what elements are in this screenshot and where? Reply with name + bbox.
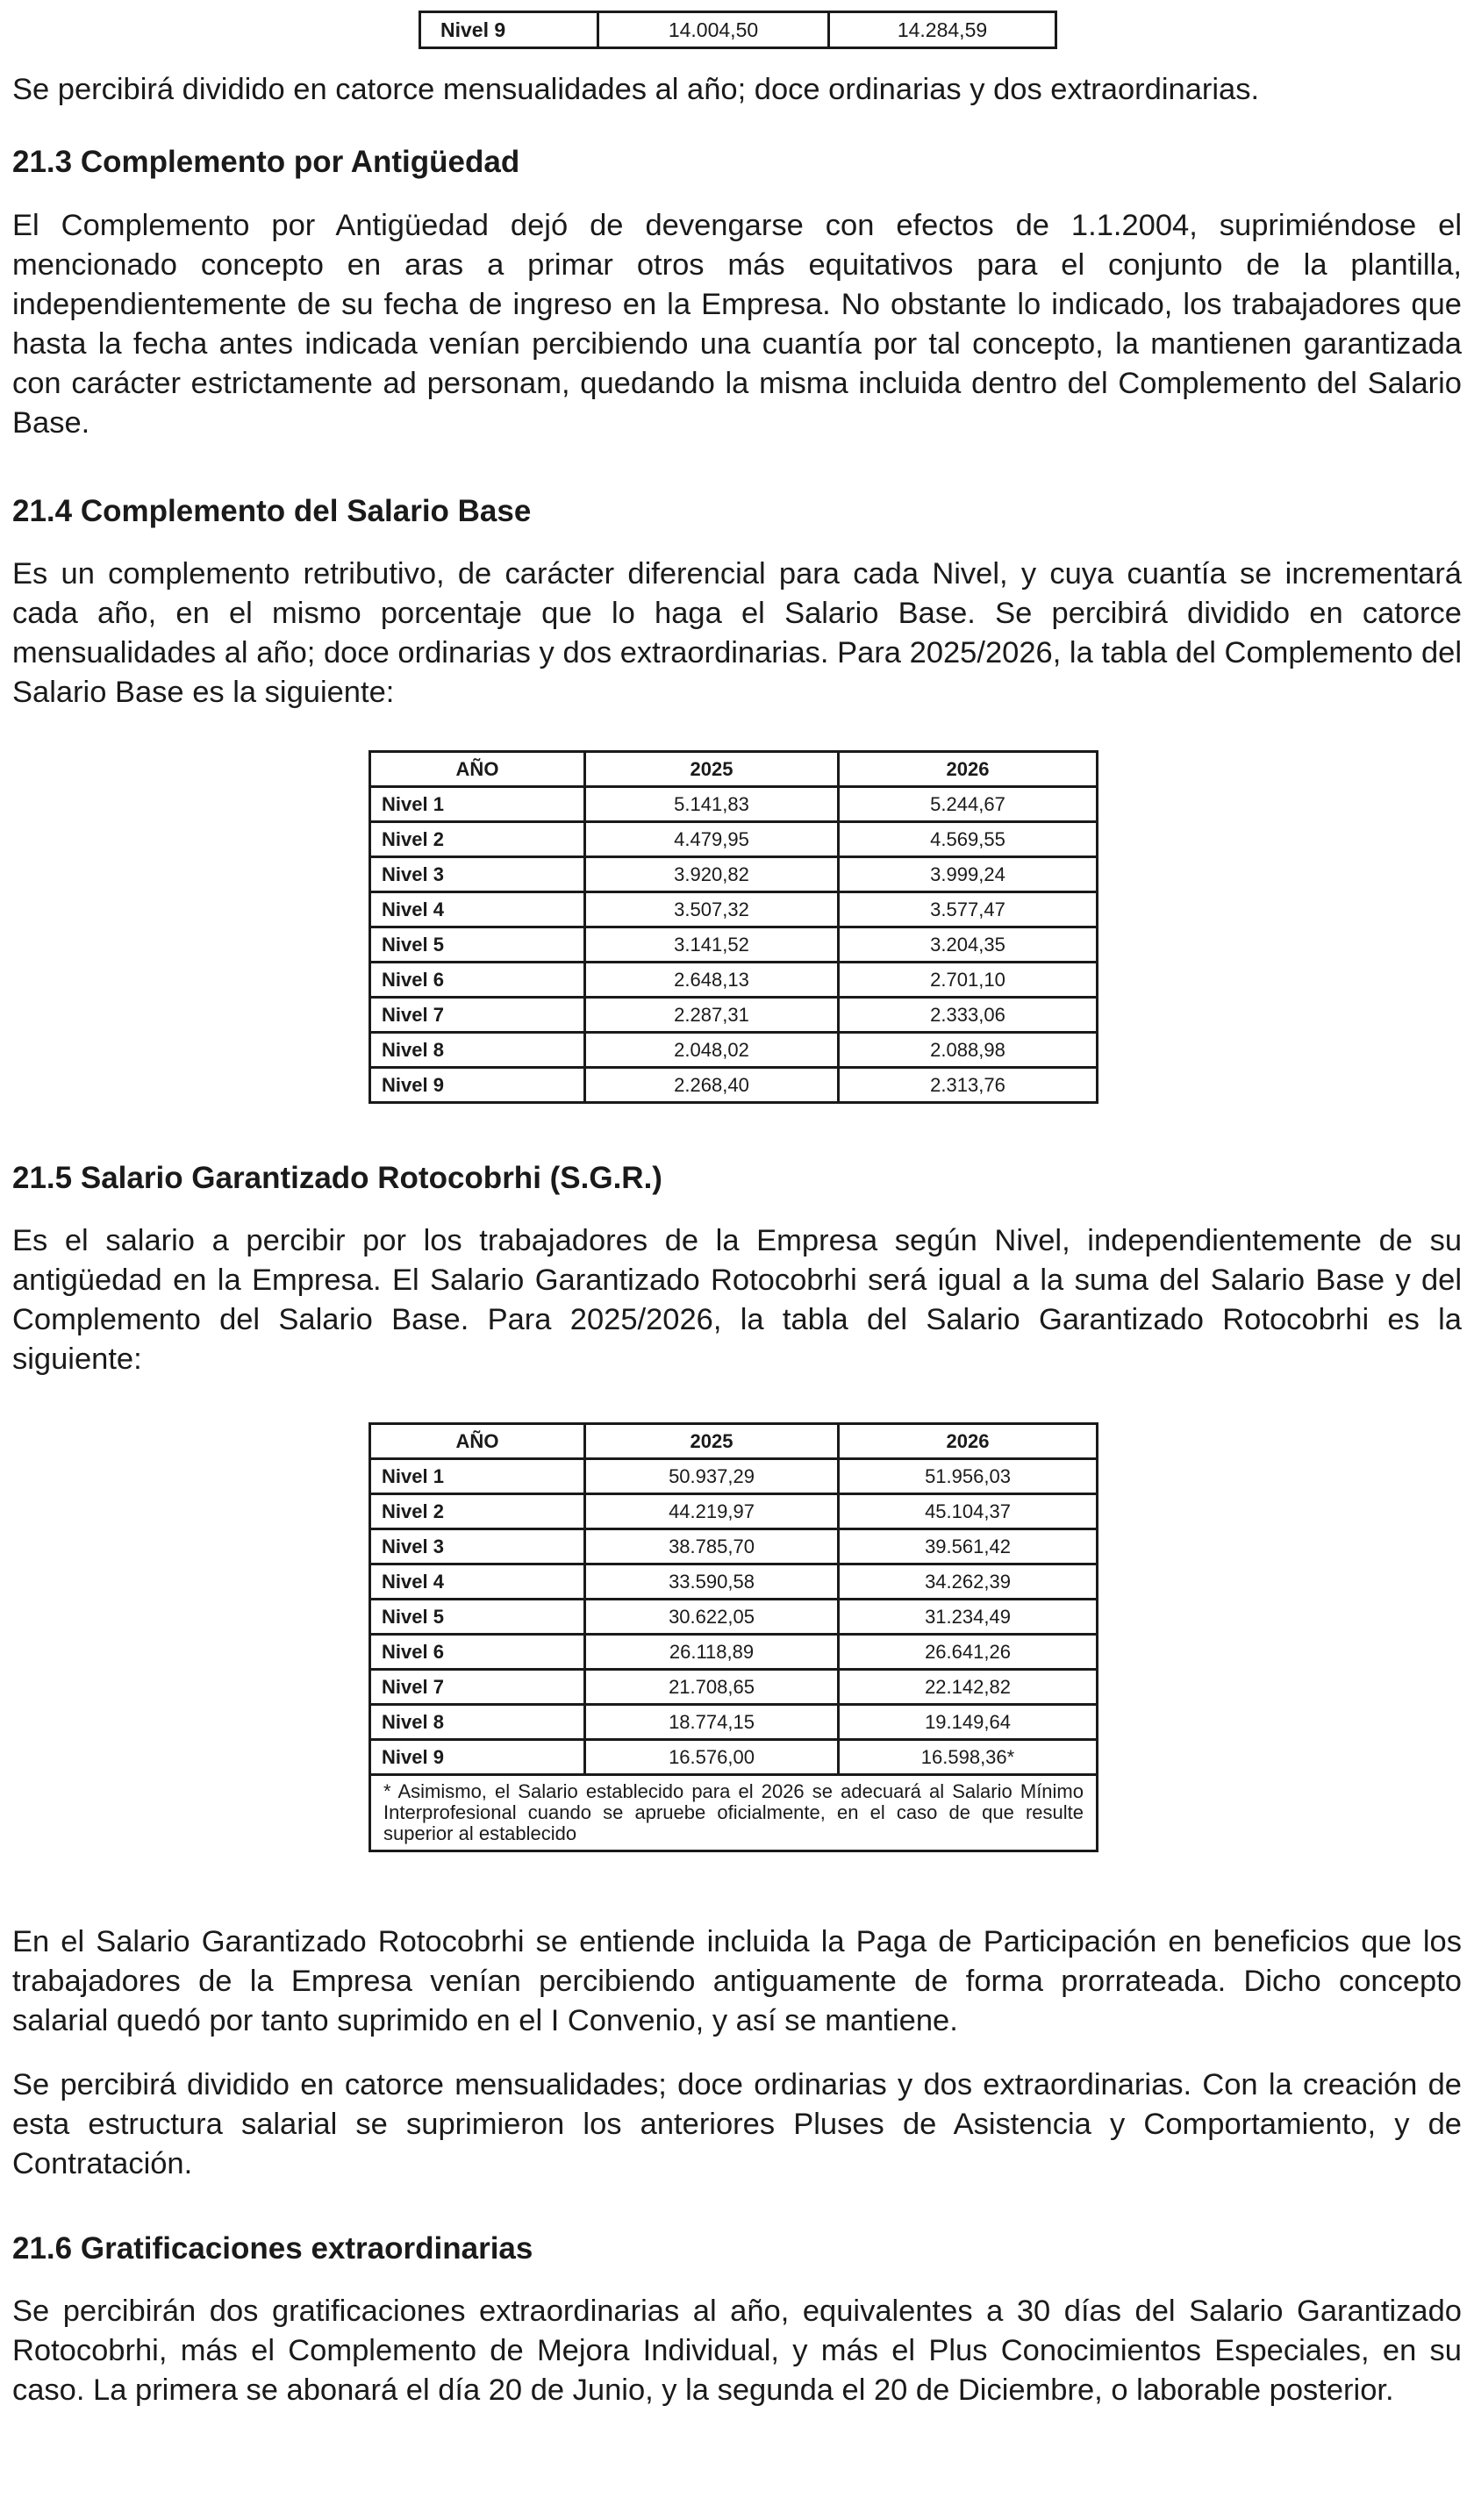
value-2025: 16.576,00 [585, 1740, 839, 1775]
table-header-row [370, 752, 1098, 787]
value-2026: 3.577,47 [839, 892, 1098, 927]
paragraph-21-5: Es el salario a percibir por los trabajadores de la Empresa según Nivel, independientemente de su antigüedad en la Empresa. El Salario Garantizado Rotocobrhi será igual a la suma del Salario Base y del Complemento del Salario Base. Para 2025/2026, la tabla del Salario Garantizado Rotocobrhi es la siguiente: [12, 1224, 1462, 1376]
value-2026: 2.313,76 [839, 1068, 1098, 1103]
table-row [370, 822, 1098, 857]
table-row [370, 857, 1098, 892]
value-2025: 26.118,89 [585, 1635, 839, 1670]
row-label: Nivel 9 [370, 1740, 585, 1775]
table-row [370, 1459, 1098, 1494]
row-label: Nivel 6 [370, 1635, 585, 1670]
heading-21-6: 21.6 Gratificaciones extraordinarias [12, 2231, 533, 2266]
value-2026: 22.142,82 [839, 1670, 1098, 1705]
paragraph-21-4: Es un complemento retributivo, de carácter diferencial para cada Nivel, y cuya cuantía se incrementará cada año, en el mismo porcentaje que lo haga el Salario Base. Se percibirá dividido en catorce mensualidades al año; doce ordinarias y dos extraordinarias. Para 2025/2026, la tabla del Complemento del Salario Base es la siguiente: [12, 557, 1462, 709]
value-2026: 3.204,35 [839, 927, 1098, 963]
table-row [420, 12, 1056, 48]
value-2025: 2.268,40 [585, 1068, 839, 1103]
table-row [370, 1635, 1098, 1670]
table-row [370, 998, 1098, 1033]
row-label: Nivel 3 [370, 857, 585, 892]
paragraph-top: Se percibirá dividido en catorce mensualidades al año; doce ordinarias y dos extraordinarias. [12, 73, 1260, 106]
header-ano: AÑO [370, 1424, 585, 1459]
heading-21-5: 21.5 Salario Garantizado Rotocobrhi (S.G.R.) [12, 1161, 662, 1195]
table-row [370, 927, 1098, 963]
table-complemento-salario-base [368, 750, 1098, 1104]
table-header-row [370, 1424, 1098, 1459]
value-2025: 38.785,70 [585, 1529, 839, 1564]
value-2026: 19.149,64 [839, 1705, 1098, 1740]
table-row [370, 1494, 1098, 1529]
value-2026: 31.234,49 [839, 1600, 1098, 1635]
table-salario-garantizado [368, 1422, 1098, 1852]
row-label: Nivel 9 [370, 1068, 585, 1103]
row-label: Nivel 9 [420, 12, 598, 48]
table-row [370, 1705, 1098, 1740]
value-2025: 2.048,02 [585, 1033, 839, 1068]
table-row [370, 1670, 1098, 1705]
row-label: Nivel 3 [370, 1529, 585, 1564]
row-label: Nivel 2 [370, 822, 585, 857]
value-2025: 21.708,65 [585, 1670, 839, 1705]
value-2025: 2.648,13 [585, 963, 839, 998]
header-2025: 2025 [585, 1424, 839, 1459]
header-2026: 2026 [839, 752, 1098, 787]
value-2026: 14.284,59 [829, 12, 1056, 48]
row-label: Nivel 8 [370, 1705, 585, 1740]
value-2026: 2.088,98 [839, 1033, 1098, 1068]
row-label: Nivel 6 [370, 963, 585, 998]
heading-21-4: 21.4 Complemento del Salario Base [12, 494, 532, 528]
table-row [370, 892, 1098, 927]
row-label: Nivel 1 [370, 1459, 585, 1494]
top-table-fragment [419, 11, 1057, 49]
table-note: * Asimismo, el Salario establecido para el 2026 se adecuará al Salario Mínimo Interprofesional cuando se apruebe oficialmente, en el caso de que resulte superior al establecido [370, 1775, 1098, 1851]
heading-21-3: 21.3 Complemento por Antigüedad [12, 145, 520, 179]
value-2025: 3.141,52 [585, 927, 839, 963]
value-2026: 51.956,03 [839, 1459, 1098, 1494]
row-label: Nivel 5 [370, 1600, 585, 1635]
value-2026: 4.569,55 [839, 822, 1098, 857]
value-2025: 50.937,29 [585, 1459, 839, 1494]
paragraph-21-5-b: En el Salario Garantizado Rotocobrhi se entiende incluida la Paga de Participación en beneficios que los trabajadores de la Empresa venían percibiendo antiguamente de forma prorrateada. Dicho concepto salarial quedó por tanto suprimido en el I Convenio, y así se mantiene. [12, 1925, 1462, 2037]
row-label: Nivel 8 [370, 1033, 585, 1068]
value-2025: 14.004,50 [598, 12, 829, 48]
value-2026: 45.104,37 [839, 1494, 1098, 1529]
value-2026: 2.333,06 [839, 998, 1098, 1033]
value-2026: 5.244,67 [839, 787, 1098, 822]
header-ano: AÑO [370, 752, 585, 787]
row-label: Nivel 5 [370, 927, 585, 963]
value-2025: 3.507,32 [585, 892, 839, 927]
table-row [370, 1600, 1098, 1635]
value-2026: 2.701,10 [839, 963, 1098, 998]
value-2026: 34.262,39 [839, 1564, 1098, 1600]
value-2025: 33.590,58 [585, 1564, 839, 1600]
paragraph-21-3: El Complemento por Antigüedad dejó de devengarse con efectos de 1.1.2004, suprimiéndose el mencionado concepto en aras a primar otros más equitativos para el conjunto de la plantilla, independientemente de su fecha de ingreso en la Empresa. No obstante lo indicado, los trabajadores que hasta la fecha antes indicada venían percibiendo una cuantía por tal concepto, la mantienen garantizada con carácter estrictamente ad personam, quedando la misma incluida dentro del Complemento del Salario Base. [12, 209, 1462, 440]
value-2025: 44.219,97 [585, 1494, 839, 1529]
value-2025: 18.774,15 [585, 1705, 839, 1740]
value-2026: 16.598,36* [839, 1740, 1098, 1775]
table-row [370, 1740, 1098, 1775]
table-row [370, 1529, 1098, 1564]
table-row [370, 1033, 1098, 1068]
table-row [370, 787, 1098, 822]
table-row [370, 1564, 1098, 1600]
paragraph-21-6: Se percibirán dos gratificaciones extraordinarias al año, equivalentes a 30 días del Salario Garantizado Rotocobrhi, más el Complemento de Mejora Individual, y más el Plus Conocimientos Especiales, en su caso. La primera se abonará el día 20 de Junio, y la segunda el 20 de Diciembre, o laborable posterior. [12, 2294, 1462, 2407]
value-2025: 30.622,05 [585, 1600, 839, 1635]
row-label: Nivel 1 [370, 787, 585, 822]
paragraph-21-5-c: Se percibirá dividido en catorce mensualidades; doce ordinarias y dos extraordinarias. Con la creación de esta estructura salarial se suprimieron los anteriores Pluses de Asistencia y Comportamiento, y de Contratación. [12, 2068, 1462, 2180]
table-row [370, 963, 1098, 998]
value-2025: 4.479,95 [585, 822, 839, 857]
value-2026: 39.561,42 [839, 1529, 1098, 1564]
table-row [370, 1068, 1098, 1103]
row-label: Nivel 4 [370, 1564, 585, 1600]
row-label: Nivel 7 [370, 998, 585, 1033]
table-note-row [370, 1775, 1098, 1851]
header-2025: 2025 [585, 752, 839, 787]
value-2026: 26.641,26 [839, 1635, 1098, 1670]
row-label: Nivel 2 [370, 1494, 585, 1529]
row-label: Nivel 7 [370, 1670, 585, 1705]
value-2025: 5.141,83 [585, 787, 839, 822]
row-label: Nivel 4 [370, 892, 585, 927]
value-2026: 3.999,24 [839, 857, 1098, 892]
value-2025: 2.287,31 [585, 998, 839, 1033]
header-2026: 2026 [839, 1424, 1098, 1459]
value-2025: 3.920,82 [585, 857, 839, 892]
